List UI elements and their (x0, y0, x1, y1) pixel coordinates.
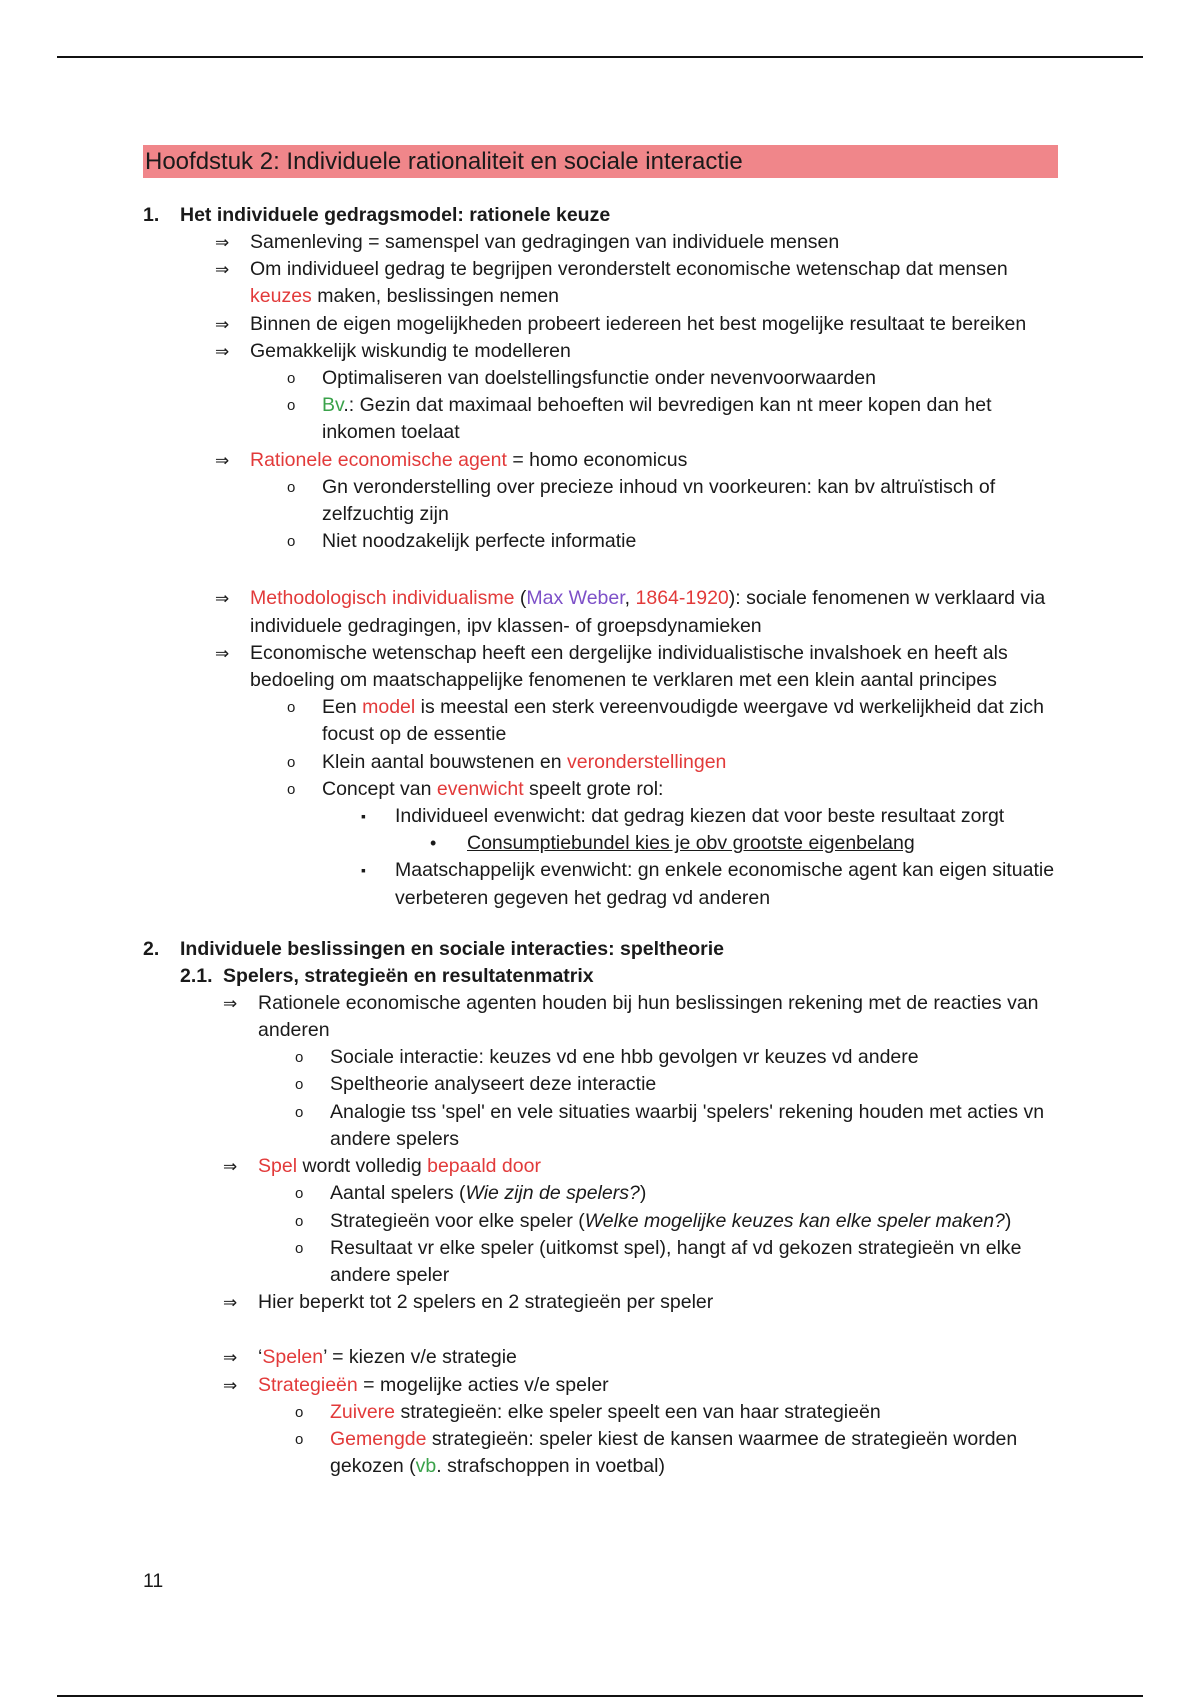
circle-bullet-icon: o (287, 397, 296, 415)
highlight-term: model (362, 696, 416, 719)
spacer (143, 1316, 1058, 1344)
highlight-term: Spelen (262, 1346, 324, 1369)
sub-list-item: o Klein aantal bouwstenen en veronderstellingen (143, 749, 1058, 776)
circle-bullet-icon: o (287, 533, 296, 551)
page-content (143, 145, 1058, 1480)
dot-bullet-icon: • (430, 833, 437, 854)
highlight-term: Zuivere (330, 1400, 396, 1423)
sub-list-item: o Niet noodzakelijk perfecte informatie (143, 528, 1058, 555)
footer-rule (57, 1695, 1143, 1697)
chapter-heading: Hoofdstuk 2: Individuele rationaliteit en sociale interactie (143, 145, 1058, 178)
arrow-icon: ⇒ (223, 1375, 238, 1395)
page-number: 11 (143, 1570, 164, 1592)
sub-list-item: o Gemengde strategieën: speler kiest de kansen waarmee de strategieën worden gekozen (vb. strafschoppen in voetbal) (295, 1427, 1018, 1478)
sub-list-item: o Aantal spelers (Wie zijn de spelers?) (143, 1180, 1058, 1207)
circle-bullet-icon: o (287, 699, 296, 717)
header-rule (57, 56, 1143, 58)
list-item: ⇒ Spel wordt volledig bepaald door (143, 1153, 1058, 1180)
circle-bullet-icon: o (295, 1212, 304, 1230)
subsection-2-1-title (143, 963, 1058, 990)
sub-list-item: o Sociale interactie: keuzes vd ene hbb gevolgen vr keuzes vd andere (143, 1044, 1058, 1071)
arrow-icon: ⇒ (215, 589, 230, 609)
list-item: ⇒ Economische wetenschap heeft een dergelijke individualistische invalshoek en heeft als bedoeling om maatschappelijke fenomenen te verklaren met een klein aantal principes (215, 641, 1008, 692)
arrow-icon: ⇒ (215, 341, 230, 361)
example-label: vb (415, 1455, 437, 1478)
arrow-icon: ⇒ (223, 1157, 238, 1177)
sub-list-item: o Gn veronderstelling over precieze inhoud vn voorkeuren: kan bv altruïstisch of zelfzuchtig zijn (287, 475, 996, 526)
sub-sub-list-item: ▪ Individueel evenwicht: dat gedrag kiezen dat voor beste resultaat zorgt (143, 803, 1058, 830)
highlight-term: Spel (258, 1155, 298, 1178)
list-item: ⇒ Methodologisch individualisme (Max Weber, 1864-1920): sociale fenomenen w verklaard via individuele gedragingen, ipv klassen- of groepsdynamieken (215, 587, 1046, 637)
section-number: 2. (143, 937, 160, 960)
circle-bullet-icon: o (287, 753, 296, 771)
circle-bullet-icon: o (287, 370, 296, 388)
sub-list-item: o Strategieën voor elke speler (Welke mogelijke keuzes kan elke speler maken?) (143, 1208, 1058, 1235)
example-label: Bv (322, 394, 344, 417)
sub-list-item: o Optimaliseren van doelstellingsfunctie onder nevenvoorwaarden (143, 365, 1058, 392)
sub-list-item: o Speltheorie analyseert deze interactie (143, 1071, 1058, 1098)
spacer (143, 555, 1058, 585)
section-2-title (143, 936, 1058, 963)
list-item: ⇒ Binnen de eigen mogelijkheden probeert iedereen het best mogelijke resultaat te bereiken (143, 311, 1058, 338)
arrow-icon: ⇒ (215, 233, 230, 252)
list-item: ⇒ Om individueel gedrag te begrijpen veronderstelt economische wetenschap dat mensen keuzes maken, beslissingen nemen (215, 258, 1008, 308)
highlight-term: Rationele economische agent (250, 448, 507, 471)
highlight-term: Strategieën (258, 1373, 358, 1396)
circle-bullet-icon: o (287, 478, 296, 496)
highlight-term: Methodologisch individualisme (250, 587, 515, 610)
arrow-icon: ⇒ (223, 993, 238, 1013)
circle-bullet-icon: o (295, 1430, 304, 1448)
person-name: Max Weber (526, 587, 625, 610)
highlight-term: veronderstellingen (567, 750, 727, 773)
sub-list-item: o Een model is meestal een sterk vereenvoudigde weergave vd werkelijkheid dat zich focust op de essentie (287, 696, 1044, 746)
circle-bullet-icon: o (295, 1239, 304, 1257)
arrow-icon: ⇒ (215, 450, 230, 470)
list-item: ⇒ Hier beperkt tot 2 spelers en 2 strategieën per speler (143, 1289, 1058, 1316)
highlight-term: Gemengde (330, 1427, 427, 1450)
circle-bullet-icon: o (295, 1185, 304, 1203)
section-1-title (143, 202, 1058, 229)
sub-list-item: o Bv.: Gezin dat maximaal behoeften wil bevredigen kan nt meer kopen dan het inkomen toelaat (287, 394, 992, 444)
highlight-term: evenwicht (436, 777, 524, 800)
arrow-icon: ⇒ (215, 314, 230, 334)
list-item: ⇒ Rationele economische agent = homo economicus (143, 447, 1058, 474)
circle-bullet-icon: o (287, 780, 296, 798)
section-title-text: Individuele beslissingen en sociale interacties: speltheorie (180, 937, 725, 960)
list-item: ⇒ Strategieën = mogelijke acties v/e speler (143, 1372, 1058, 1399)
sub-sub-sub-list-item: • Consumptiebundel kies je obv grootste eigenbelang (143, 830, 1058, 857)
list-item: ⇒ Gemakkelijk wiskundig te modelleren (143, 338, 1058, 365)
circle-bullet-icon: o (295, 1076, 304, 1094)
list-item: ⇒ ‘Spelen’ = kiezen v/e strategie (143, 1344, 1058, 1371)
arrow-icon: ⇒ (223, 1348, 238, 1368)
circle-bullet-icon: o (295, 1049, 304, 1067)
subsection-title-text: Spelers, strategieën en resultatenmatrix (223, 964, 594, 987)
circle-bullet-icon: o (295, 1103, 304, 1121)
sub-sub-list-item: ▪ Maatschappelijk evenwicht: gn enkele economische agent kan eigen situatie verbeteren gegeven het gedrag vd anderen (361, 859, 1055, 909)
section-number: 1. (143, 204, 160, 226)
list-item: ⇒ Rationele economische agenten houden bij hun beslissingen rekening met de reacties van anderen (223, 991, 1039, 1042)
circle-bullet-icon: o (295, 1403, 304, 1421)
sub-list-item: o Concept van evenwicht speelt grote rol: (143, 776, 1058, 803)
date-range: 1864-1920 (635, 587, 729, 610)
arrow-icon: ⇒ (223, 1293, 238, 1313)
sub-list-item: o Zuivere strategieën: elke speler speelt een van haar strategieën (143, 1399, 1058, 1426)
arrow-icon: ⇒ (215, 643, 230, 663)
highlight-term: bepaald door (427, 1155, 541, 1178)
square-bullet-icon: ▪ (361, 862, 366, 879)
subsection-number: 2.1. (180, 964, 213, 987)
sub-list-item: o Analogie tss 'spel' en vele situaties waarbij 'spelers' rekening houden met acties vn andere spelers (295, 1100, 1045, 1150)
list-item: ⇒ Samenleving = samenspel van gedragingen van individuele mensen (143, 229, 1058, 256)
highlight-term: keuzes (250, 285, 312, 308)
square-bullet-icon: ▪ (361, 808, 366, 825)
sub-list-item: o Resultaat vr elke speler (uitkomst spel), hangt af vd gekozen strategieën vn elke andere speler (295, 1236, 1022, 1286)
section-title-text: Het individuele gedragsmodel: rationele keuze (180, 204, 611, 226)
arrow-icon: ⇒ (215, 260, 230, 280)
